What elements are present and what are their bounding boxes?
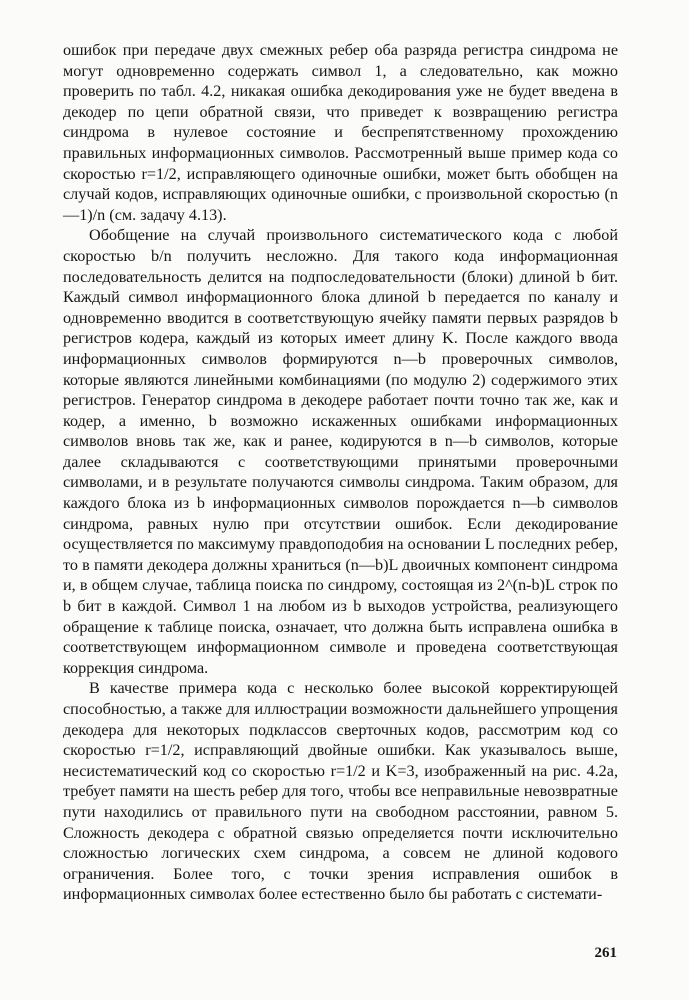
paragraph-generalization: Обобщение на случай произвольного систематического кода с любой скоростью b/n получить несложно. Для такого кода информационная последовательность делится на подпоследовательности (блоки) длиной b бит. Каждый символ информационного блока длиной b передается по каналу и одновременно вводится в соответствующую ячейку памяти первых разрядов b регистров кодера, каждый из которых имеет длину K. После каждого ввода информационных символов формируются n—b проверочных символов, которые являются линейными комбинациями (по модулю 2) содержимого этих регистров. Генератор синдрома в декодере работает почти точно так же, как и кодер, а именно, b возможно искаженных ошибками информационных символов вновь так же, как и ранее, кодируются в n—b символов, которые далее складываются с соответствующими принятыми проверочными символами, и в результате получаются символы синдрома. Таким образом, для каждого блока из b информационных символов порождается n—b символов синдрома, равных нулю при отсутствии ошибок. Если декодирование осуществляется по максимуму правдоподобия на основании L последних ребер, то в памяти декодера должны храниться (n—b)L двоичных компонент синдрома и, в общем случае, таблица поиска по синдрому, состоящая из 2^(n-b)L строк по b бит в каждой. Символ 1 на любом из b выходов устройства, реализующего обращение к таблице поиска, означает, что должна быть исправлена ошибка в соответствующем информационном символе и проведена соответствующая коррекция синдрома. xyxy=(63,226,618,677)
paragraph-example: В качестве примера кода с несколько более высокой корректирующей способностью, а также для иллюстрации возможности дальнейшего упрощения декодера для некоторых подклассов сверточных кодов, рассмотрим код со скоростью r=1/2, исправляющий двойные ошибки. Как указывалось выше, несистематический код со скоростью r=1/2 и K=3, изображенный на рис. 4.2а, требует памяти на шесть ребер для того, чтобы все неправильные невозвратные пути находились от правильного пути на свободном расстоянии, равном 5. Сложность декодера с обратной связью определяется почти исключительно сложностью логических схем синдрома, а совсем не длиной кодового ограничения. Более того, с точки зрения исправления ошибок в информационных символах более естественно было бы работать с системати- xyxy=(63,679,618,904)
body-text xyxy=(63,40,618,905)
paragraph-continuation: ошибок при передаче двух смежных ребер оба разряда регистра синдрома не могут одновременно содержать символ 1, а следовательно, как можно проверить по табл. 4.2, никакая ошибка декодирования уже не будет введена в декодер по цепи обратной связи, что приведет к возвращению регистра синдрома в нулевое состояние и беспрепятственному прохождению правильных информационных символов. Рассмотренный выше пример кода со скоростью r=1/2, исправляющего одиночные ошибки, может быть обобщен на случай кодов, исправляющих одиночные ошибки, с произвольной скоростью (n—1)/n (см. задачу 4.13). xyxy=(63,41,618,224)
page-number: 261 xyxy=(594,945,617,961)
